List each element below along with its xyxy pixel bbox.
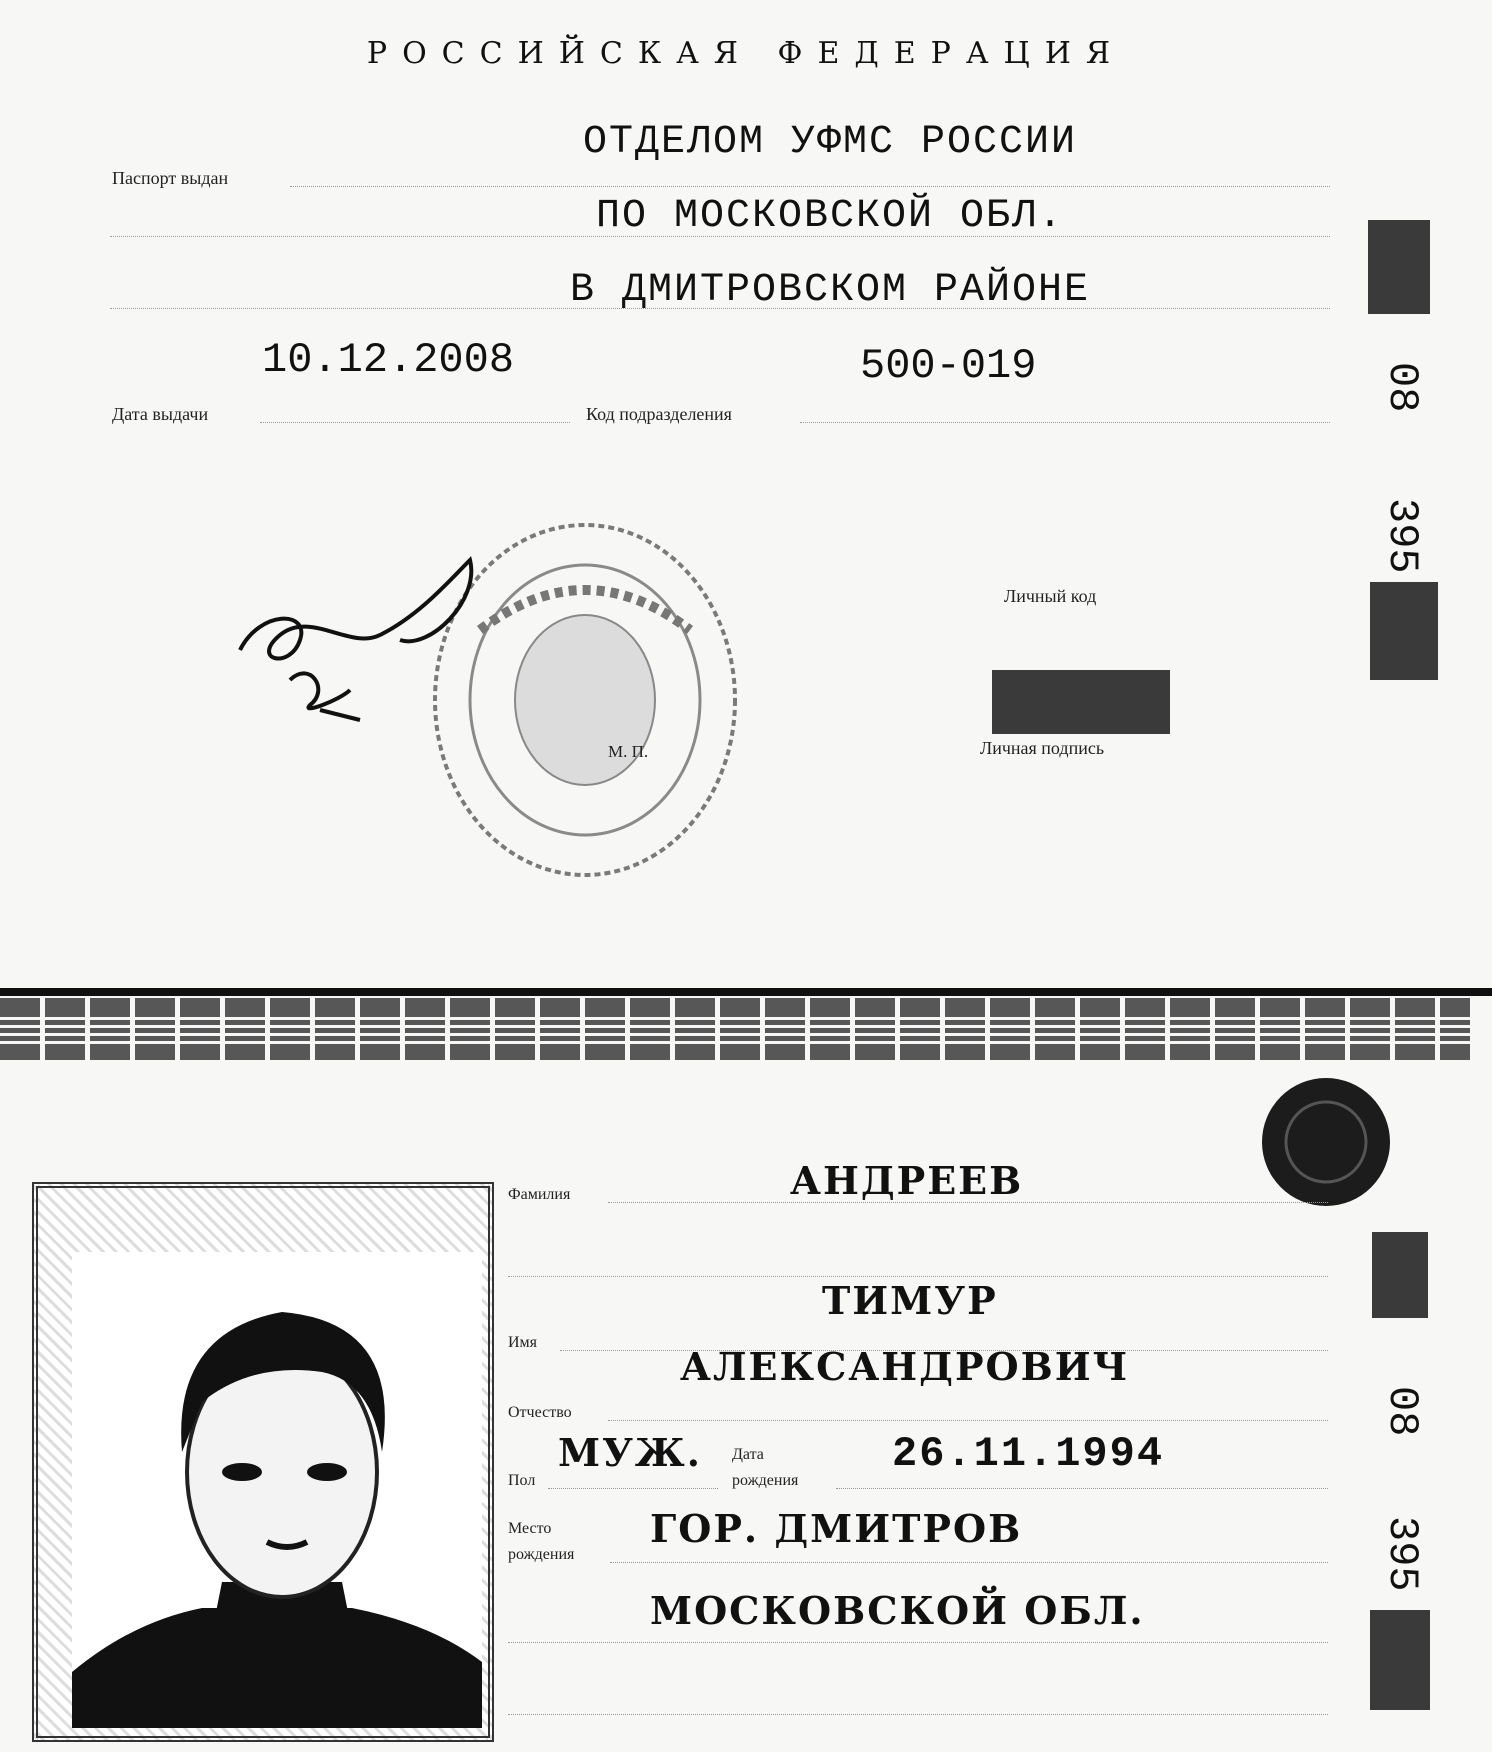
birth-date-label-2: рождения	[732, 1472, 799, 1489]
birth-place-label-1: Место	[508, 1520, 552, 1537]
official-signature	[220, 540, 520, 740]
issuer-line-3: В ДМИТРОВСКОМ РАЙОНЕ	[569, 268, 1091, 313]
personal-code-label: Личный код	[1004, 586, 1097, 606]
country-header: РОССИЙСКАЯ ФЕДЕРАЦИЯ	[366, 36, 1126, 71]
holder-photo	[72, 1252, 482, 1728]
patronymic: АЛЕКСАНДРОВИЧ	[680, 1344, 1130, 1389]
issued-by-label: Паспорт выдан	[112, 168, 229, 188]
patronymic-line	[608, 1420, 1328, 1421]
birth-place-rule-1	[610, 1562, 1328, 1563]
birth-date-label-1: Дата	[732, 1446, 764, 1463]
signature-label: Личная подпись	[980, 738, 1105, 758]
security-band-lines	[0, 1014, 1470, 1044]
birth-place-rule-3	[508, 1714, 1328, 1715]
sex-label: Пол	[508, 1472, 536, 1489]
issue-date-line	[260, 422, 570, 423]
patronymic-label: Отчество	[508, 1404, 572, 1421]
surname-line	[608, 1202, 1328, 1203]
birth-place-rule-2	[508, 1642, 1328, 1643]
sex: МУЖ.	[558, 1430, 702, 1475]
lower-number-part: 395	[1378, 1516, 1426, 1592]
division-code-label: Код подразделения	[586, 404, 732, 424]
surname: АНДРЕЕВ	[790, 1158, 1024, 1203]
photo-seal	[1256, 1072, 1396, 1212]
birth-place-label-2: рождения	[508, 1546, 575, 1563]
issuer-line-2: ПО МОСКОВСКОЙ ОБЛ.	[595, 194, 1065, 239]
lower-number-redaction-1	[1372, 1232, 1428, 1318]
birth-date-line	[836, 1488, 1328, 1489]
upper-number-redaction-2	[1370, 582, 1438, 680]
surname-line-2	[508, 1276, 1328, 1277]
issue-date: 10.12.2008	[262, 336, 515, 384]
lower-number-redaction-2	[1370, 1610, 1430, 1710]
lower-series: 08	[1378, 1386, 1426, 1437]
given-name-label: Имя	[508, 1334, 538, 1351]
issuer-line-1: ОТДЕЛОМ УФМС РОССИИ	[582, 120, 1078, 165]
birth-place-line-1: ГОР. ДМИТРОВ	[650, 1506, 1023, 1551]
upper-number-part: 395	[1378, 498, 1426, 574]
issue-date-label: Дата выдачи	[112, 404, 209, 424]
sex-line	[548, 1488, 718, 1489]
upper-series: 08	[1378, 362, 1426, 413]
given-name: ТИМУР	[822, 1278, 998, 1323]
issued-by-line	[290, 186, 1330, 187]
personal-code-redacted	[992, 670, 1170, 734]
birth-date: 26.11.1994	[892, 1430, 1165, 1478]
upper-number-redaction-1	[1368, 220, 1430, 314]
stamp-label: М. П.	[608, 742, 649, 761]
birth-place-line-2: МОСКОВСКОЙ ОБЛ.	[650, 1588, 1145, 1633]
division-code-line	[800, 422, 1330, 423]
division-code: 500-019	[860, 342, 1037, 390]
surname-label: Фамилия	[508, 1186, 571, 1203]
page-divider	[0, 988, 1492, 996]
